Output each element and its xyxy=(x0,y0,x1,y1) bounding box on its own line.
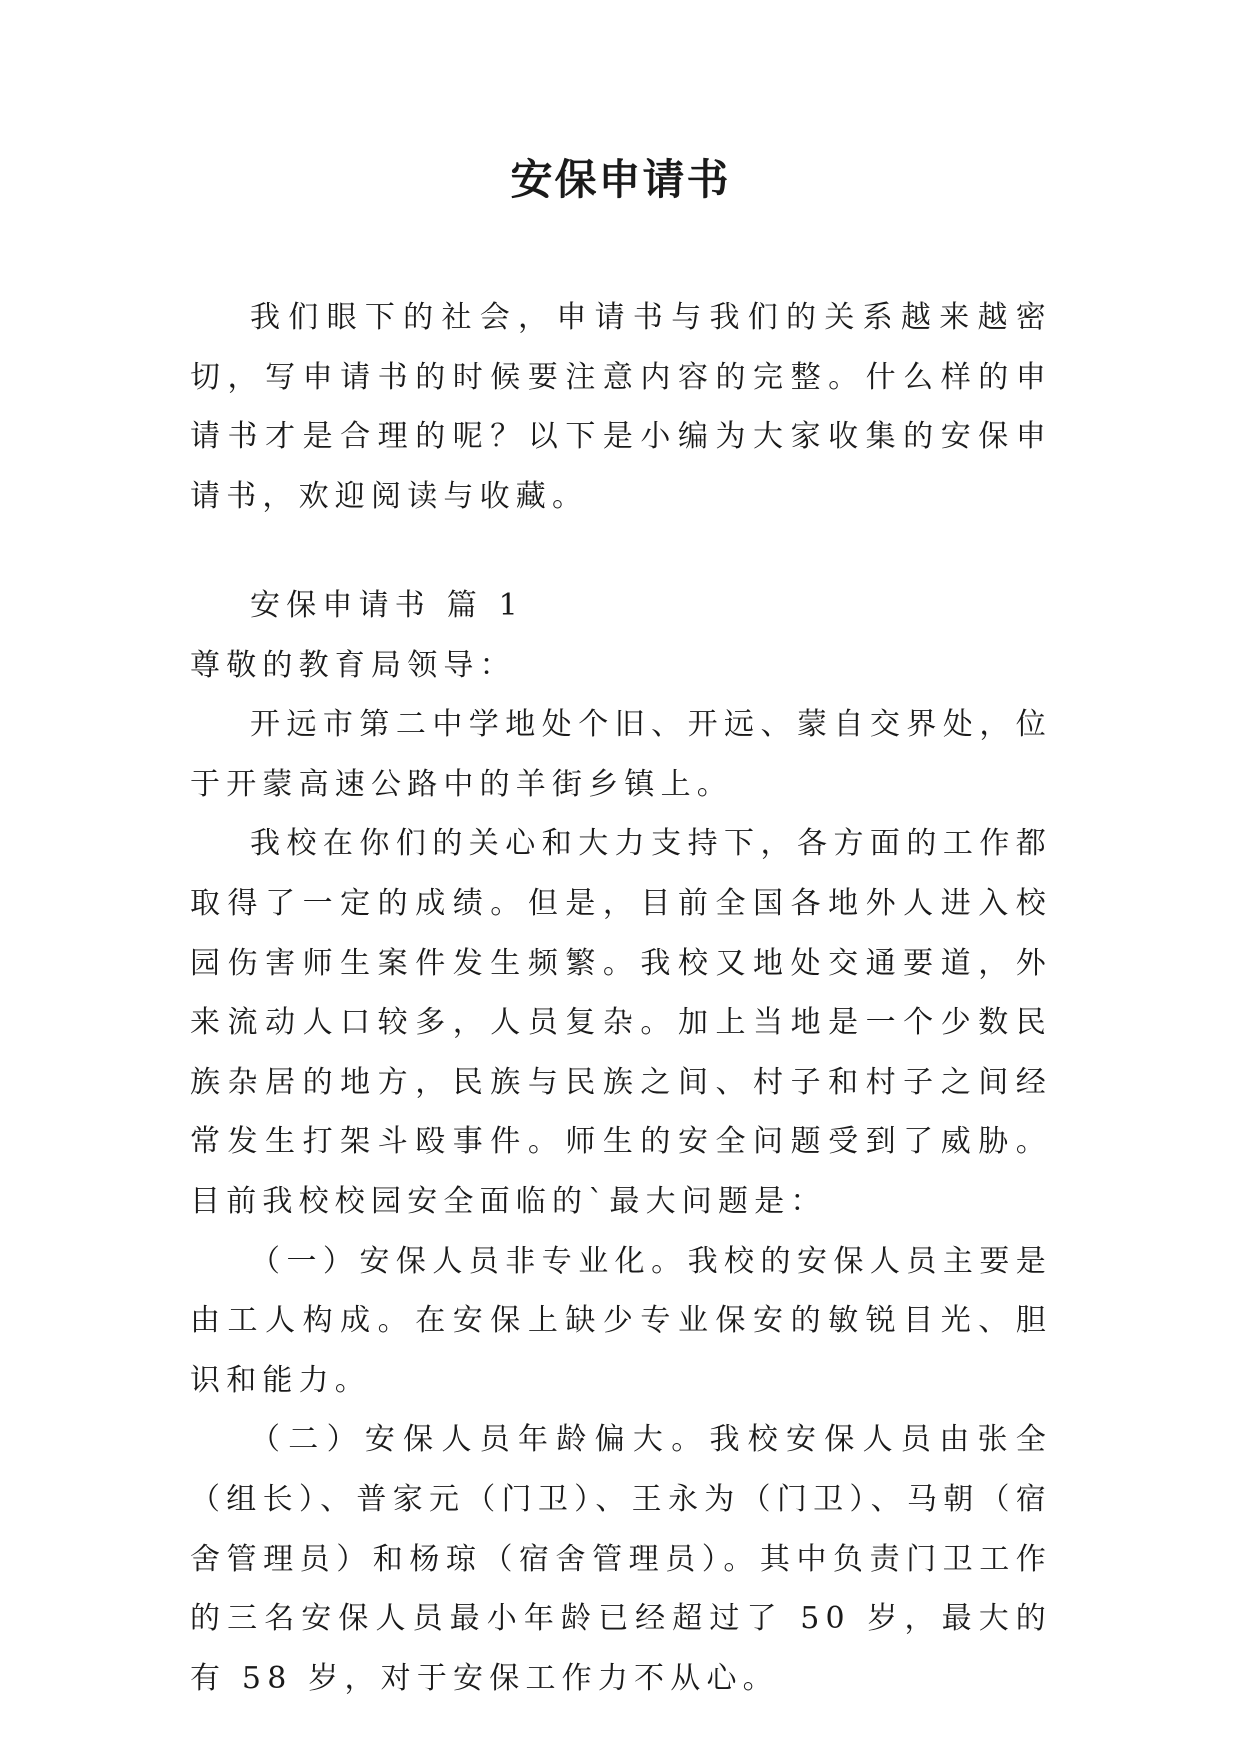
document-title: 安保申请书 xyxy=(510,155,731,204)
salutation: 尊敬的教育局领导： xyxy=(190,647,516,683)
body-paragraph-1: 开远市第二中学地处个旧、开远、蒙自交界处，位于开蒙高速公路中的羊街乡镇上。 xyxy=(190,707,1052,802)
body-paragraph-4: （二）安保人员年龄偏大。我校安保人员由张全（组长）、普家元（门卫）、王永为（门卫）、马朝（宿舍管理员）和杨琼（宿舍管理员）。其中负责门卫工作的三名安保人员最小年龄已经超过了 50 岁，最大的有 58 岁，对于安保工作力不从心。 xyxy=(190,1422,1052,1696)
body-block xyxy=(190,576,1052,1708)
body-paragraph-2: 我校在你们的关心和大力支持下，各方面的工作都取得了一定的成绩。但是，目前全国各地外人进入校园伤害师生案件发生频繁。我校又地处交通要道，外来流动人口较多，人员复杂。加上当地是一个少数民族杂居的地方，民族与民族之间、村子和村子之间经常发生打架斗殴事件。师生的安全问题受到了威胁。目前我校校园安全面临的`最大问题是： xyxy=(190,826,1052,1219)
section-heading: 安保申请书 篇 1 xyxy=(250,588,524,623)
intro-paragraph: 我们眼下的社会，申请书与我们的关系越来越密切，写申请书的时候要注意内容的完整。什么样的申请书才是合理的呢？以下是小编为大家收集的安保申请书，欢迎阅读与收藏。 xyxy=(190,300,1052,514)
intro-block xyxy=(190,288,1052,526)
body-paragraph-3: （一）安保人员非专业化。我校的安保人员主要是由工人构成。在安保上缺少专业保安的敏锐目光、胆识和能力。 xyxy=(190,1243,1052,1398)
